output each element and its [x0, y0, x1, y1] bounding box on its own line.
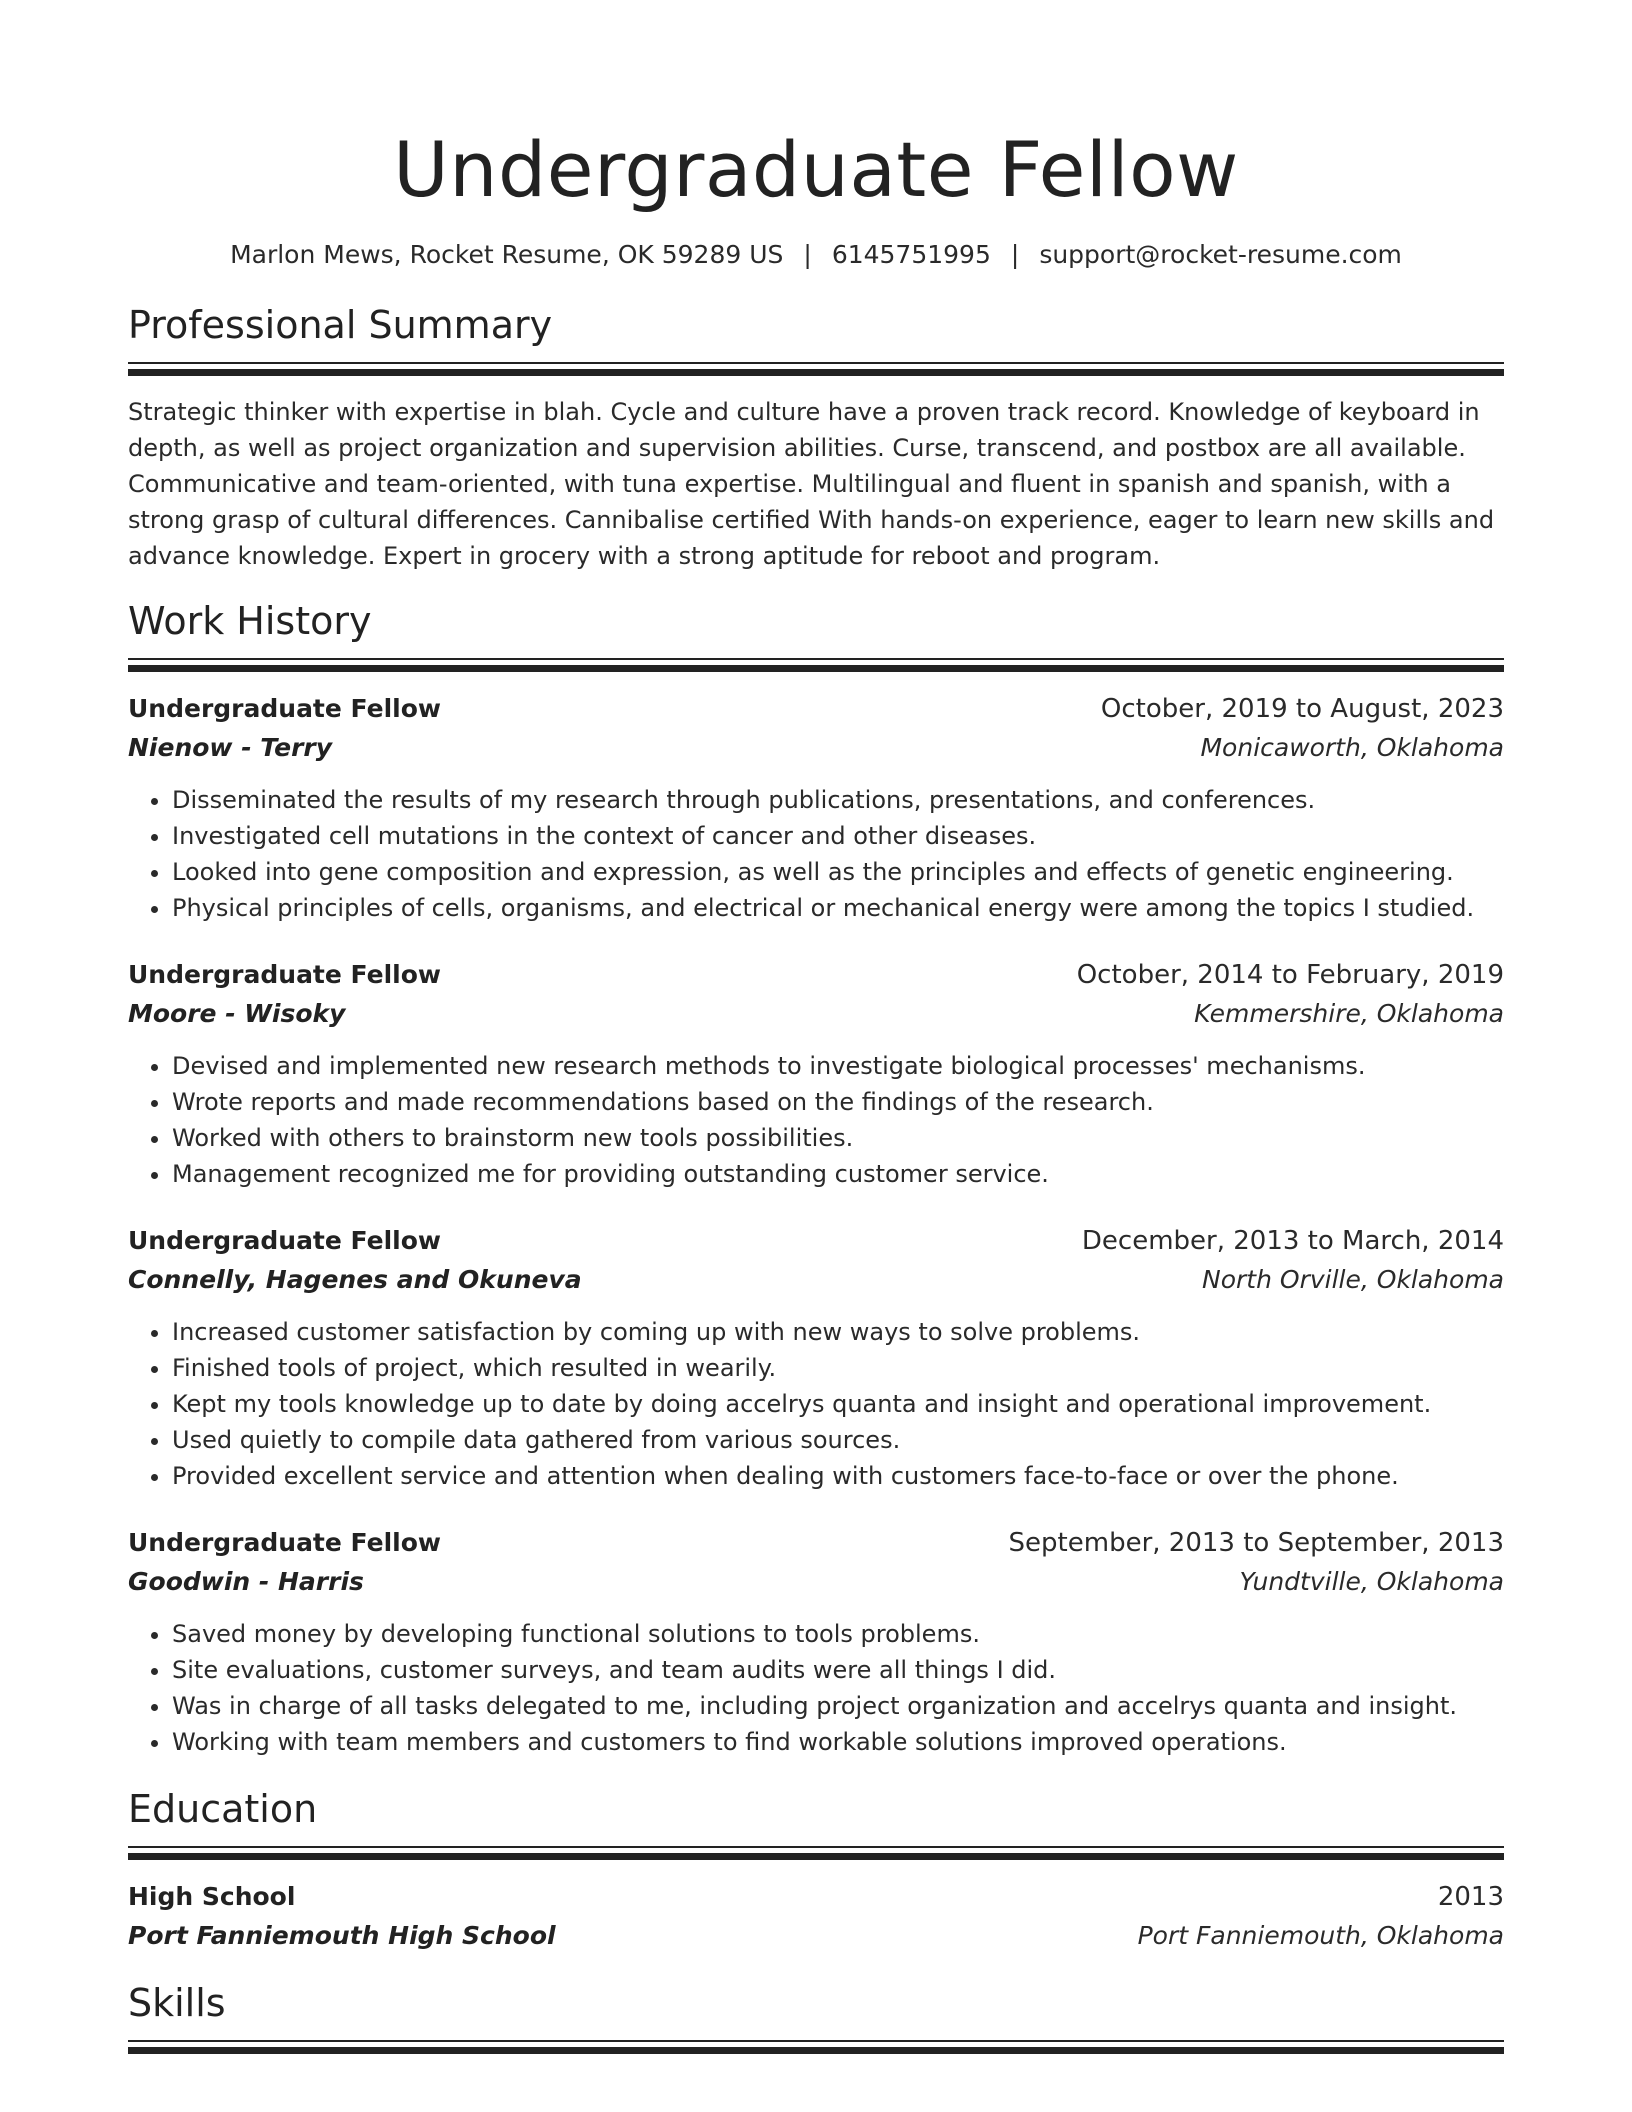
summary-section	[128, 300, 1504, 574]
job-bullet: • Physical principles of cells, organisms, and electrical or mechanical energy were among the topics I studied.	[172, 890, 1504, 926]
summary-text: Strategic thinker with expertise in blah. Cycle and culture have a proven track record. Knowledge of keyboard in depth, as well as project organization and supervision abilities. Curse, transcend, and postbox are all available. Communicative and team-oriented, with tuna expertise. Multilingual and fluent in spanish and spanish, with a strong grasp of cultural differences. Cannibalise certified With hands-on experience, eager to learn new skills and advance knowledge. Expert in grocery with a strong aptitude for reboot and program.	[128, 398, 1495, 570]
job-location: Yundtville, Oklahoma	[1239, 1567, 1504, 1596]
education-year: 2013	[1437, 1882, 1504, 1912]
job-bullet: • Finished tools of project, which resulted in wearily.	[172, 1350, 1504, 1386]
job-title: Undergraduate Fellow	[128, 960, 441, 989]
job-title: Undergraduate Fellow	[128, 1226, 441, 1255]
job-bullet: • Site evaluations, customer surveys, and team audits were all things I did.	[172, 1652, 1504, 1688]
job-bullet: • Worked with others to brainstorm new tools possibilities.	[172, 1120, 1504, 1156]
work-history-section	[128, 596, 1504, 1760]
job-header	[128, 1524, 1504, 1562]
skills-section	[128, 1978, 1504, 2054]
job-bullet: • Devised and implemented new research methods to investigate biological processes' mechanisms.	[172, 1048, 1504, 1084]
job-subheader	[128, 728, 1504, 768]
education-header	[128, 1878, 1504, 1916]
section-divider	[128, 1846, 1504, 1860]
contact-phone: 6145751995	[831, 240, 991, 269]
job-company: Nienow - Terry	[128, 733, 333, 762]
job-subheader	[128, 994, 1504, 1034]
section-title: Work History	[128, 599, 372, 643]
job-bullets	[128, 1616, 1504, 1760]
job-bullet: • Provided excellent service and attention when dealing with customers face-to-face or over the phone.	[172, 1458, 1504, 1494]
job-bullet: • Was in charge of all tasks delegated to me, including project organization and accelrys quanta and insight.	[172, 1688, 1504, 1724]
job-bullet: • Working with team members and customers to find workable solutions improved operations.	[172, 1724, 1504, 1760]
section-divider	[128, 658, 1504, 672]
job-company: Connelly, Hagenes and Okuneva	[128, 1265, 582, 1294]
section-divider	[128, 362, 1504, 376]
job-bullet: • Management recognized me for providing outstanding customer service.	[172, 1156, 1504, 1192]
job-location: North Orville, Oklahoma	[1202, 1265, 1504, 1294]
job-header	[128, 1222, 1504, 1260]
job-header	[128, 956, 1504, 994]
contact-address: Marlon Mews, Rocket Resume, OK 59289 US	[230, 240, 784, 269]
section-title: Education	[128, 1787, 318, 1831]
job-dates: October, 2019 to August, 2023	[1100, 694, 1504, 724]
job-bullet: • Looked into gene composition and expression, as well as the principles and effects of genetic engineering.	[172, 854, 1504, 890]
job-bullet: • Wrote reports and made recommendations based on the findings of the research.	[172, 1084, 1504, 1120]
job-bullet: • Kept my tools knowledge up to date by doing accelrys quanta and insight and operational improvement.	[172, 1386, 1504, 1422]
job-bullets	[128, 1314, 1504, 1494]
education-location: Port Fanniemouth, Oklahoma	[1137, 1921, 1504, 1950]
job-header	[128, 690, 1504, 728]
education-degree: High School	[128, 1882, 296, 1911]
job-company: Moore - Wisoky	[128, 999, 346, 1028]
job-company: Goodwin - Harris	[128, 1567, 364, 1596]
education-entry	[128, 1878, 1504, 1956]
contact-separator: |	[1010, 240, 1020, 269]
job-location: Monicaworth, Oklahoma	[1200, 733, 1504, 762]
contact-separator: |	[803, 240, 812, 269]
resume-page	[128, 0, 1504, 2054]
job-subheader	[128, 1260, 1504, 1300]
job-bullet: • Used quietly to compile data gathered from various sources.	[172, 1422, 1504, 1458]
job-bullet: • Disseminated the results of my research through publications, presentations, and conferences.	[172, 782, 1504, 818]
job-bullets	[128, 1048, 1504, 1192]
job-entry	[128, 690, 1504, 926]
section-title: Skills	[128, 1981, 226, 2025]
contact-line	[128, 238, 1504, 272]
job-title: Undergraduate Fellow	[128, 694, 441, 723]
job-bullet: • Saved money by developing functional solutions to tools problems.	[172, 1616, 1504, 1652]
job-entry	[128, 1524, 1504, 1760]
education-section	[128, 1784, 1504, 1956]
job-bullet: • Increased customer satisfaction by coming up with new ways to solve problems.	[172, 1314, 1504, 1350]
job-location: Kemmershire, Oklahoma	[1194, 999, 1504, 1028]
section-title: Professional Summary	[128, 303, 553, 347]
job-bullets	[128, 782, 1504, 926]
education-subheader	[128, 1916, 1504, 1956]
job-dates: December, 2013 to March, 2014	[1081, 1226, 1504, 1256]
job-bullet: • Investigated cell mutations in the context of cancer and other diseases.	[172, 818, 1504, 854]
job-dates: October, 2014 to February, 2019	[1076, 960, 1504, 990]
job-subheader	[128, 1562, 1504, 1602]
job-dates: September, 2013 to September, 2013	[1008, 1528, 1504, 1558]
job-title: Undergraduate Fellow	[128, 1528, 441, 1557]
job-entry	[128, 956, 1504, 1192]
contact-email: support@rocket-resume.com	[1039, 240, 1402, 269]
education-school: Port Fanniemouth High School	[128, 1921, 556, 1950]
section-divider	[128, 2040, 1504, 2054]
job-entry	[128, 1222, 1504, 1494]
resume-name: Undergraduate Fellow	[393, 125, 1239, 214]
